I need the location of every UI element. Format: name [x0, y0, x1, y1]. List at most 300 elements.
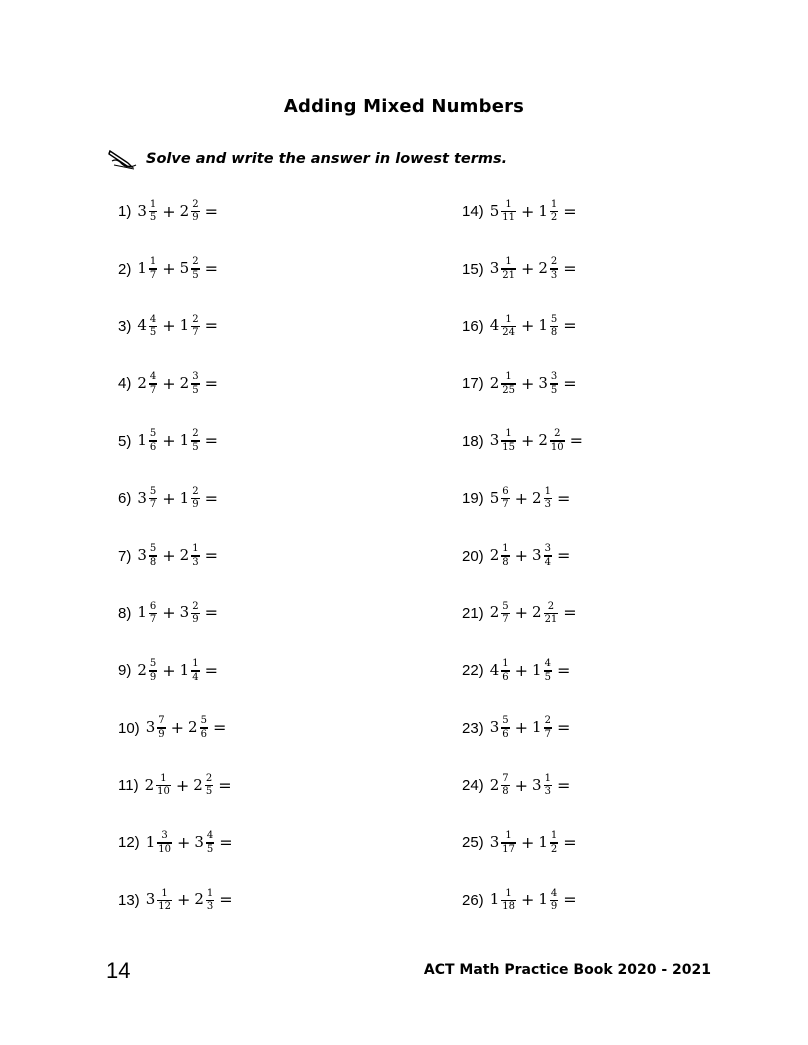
mixed-number [180, 544, 201, 568]
fraction [544, 487, 552, 511]
problem-number: 18) [462, 432, 484, 450]
numerator: 5 [502, 600, 509, 612]
denominator: 9 [149, 671, 157, 683]
numerator: 1 [505, 313, 512, 325]
denominator: 7 [149, 499, 157, 511]
denominator: 5 [192, 442, 199, 454]
fraction [501, 889, 516, 913]
mixed-number [188, 716, 209, 740]
mixed-number [145, 774, 172, 798]
numerator: 3 [192, 371, 199, 383]
fraction [550, 889, 558, 913]
mixed-number [146, 831, 173, 855]
whole-number: 3 [137, 488, 147, 507]
plus-sign: + [514, 546, 529, 566]
equals-sign: = [563, 832, 577, 852]
problem-column-left [118, 183, 318, 929]
fraction [501, 200, 516, 224]
problem-number: 25) [462, 834, 484, 852]
numerator: 5 [149, 543, 157, 555]
equals-sign: = [212, 718, 227, 738]
plus-sign: + [162, 603, 176, 623]
mixed-number [538, 429, 565, 453]
fraction [191, 659, 199, 683]
mixed-number [137, 659, 158, 683]
whole-number: 2 [137, 373, 147, 392]
fraction [501, 315, 516, 339]
whole-number: 3 [179, 603, 190, 622]
mixed-number [490, 372, 517, 396]
fraction [550, 315, 558, 339]
numerator: 6 [502, 485, 509, 497]
problem-number: 7) [118, 547, 132, 565]
whole-number: 1 [532, 718, 542, 737]
denominator: 4 [192, 671, 199, 683]
whole-number: 3 [489, 718, 500, 737]
denominator: 8 [502, 786, 509, 798]
numerator: 1 [505, 428, 512, 440]
equals-sign: = [218, 775, 232, 795]
fraction [149, 315, 157, 339]
whole-number: 1 [137, 603, 147, 622]
fraction [544, 659, 552, 683]
problem-number: 21) [462, 604, 484, 622]
numerator: 1 [149, 198, 157, 210]
equals-sign: = [563, 373, 577, 393]
instructions [108, 147, 507, 171]
numerator: 7 [158, 715, 165, 727]
problem-number: 16) [462, 317, 484, 335]
denominator: 6 [502, 729, 509, 740]
mixed-number [532, 544, 553, 568]
problem-number: 24) [462, 777, 484, 795]
plus-sign: + [176, 832, 191, 852]
fraction [544, 602, 559, 626]
mixed-number [532, 602, 559, 626]
plus-sign: + [520, 316, 535, 336]
plus-sign: + [162, 259, 176, 279]
problem-number: 15) [462, 260, 484, 278]
whole-number: 2 [538, 259, 548, 278]
equals-sign: = [204, 603, 218, 623]
denominator: 3 [544, 499, 551, 511]
mixed-number [490, 315, 517, 339]
fraction [501, 487, 509, 511]
mixed-number [193, 774, 214, 798]
denominator: 18 [502, 901, 515, 913]
problem [118, 355, 318, 412]
whole-number: 1 [538, 201, 548, 220]
denominator: 2 [550, 843, 558, 855]
equals-sign: = [204, 660, 218, 680]
denominator: 10 [550, 442, 564, 454]
mixed-number [194, 831, 215, 855]
fraction [191, 544, 199, 568]
mixed-number [180, 315, 201, 339]
whole-number: 1 [538, 832, 548, 851]
numerator: 5 [502, 715, 509, 727]
plus-sign: + [520, 832, 535, 852]
denominator: 4 [544, 556, 551, 568]
fraction [550, 831, 558, 855]
fraction [501, 602, 509, 626]
equals-sign: = [219, 832, 233, 852]
problem [462, 298, 662, 355]
numerator: 2 [205, 772, 213, 784]
numerator: 4 [544, 658, 551, 670]
fraction [205, 774, 213, 798]
equals-sign: = [556, 775, 571, 795]
problem [462, 814, 662, 871]
denominator: 8 [550, 327, 558, 339]
denominator: 25 [502, 384, 515, 396]
numerator: 1 [550, 198, 558, 210]
equals-sign: = [204, 373, 218, 393]
mixed-number [180, 257, 201, 281]
whole-number: 1 [137, 259, 147, 278]
problem-number: 2) [118, 260, 132, 278]
numerator: 1 [502, 543, 509, 555]
problem [118, 642, 318, 699]
fraction [544, 774, 552, 798]
problem [118, 413, 318, 470]
whole-number: 3 [137, 201, 147, 220]
plus-sign: + [176, 890, 191, 910]
whole-number: 2 [194, 890, 204, 909]
numerator: 1 [505, 830, 512, 842]
equals-sign: = [569, 431, 584, 451]
problem-column-right [462, 183, 662, 929]
numerator: 1 [502, 658, 509, 670]
problem [462, 700, 662, 757]
plus-sign: + [162, 373, 176, 393]
mixed-number [538, 315, 559, 339]
numerator: 1 [161, 887, 168, 899]
whole-number: 1 [179, 431, 190, 450]
numerator: 2 [192, 256, 199, 268]
equals-sign: = [204, 431, 218, 451]
whole-number: 3 [145, 718, 156, 737]
denominator: 7 [192, 327, 199, 339]
problem-number: 11) [118, 777, 139, 795]
fraction [149, 429, 157, 453]
mixed-number [137, 315, 158, 339]
fraction [501, 372, 516, 396]
book-title: ACT Math Practice Book 2020 - 2021 [423, 962, 711, 978]
whole-number: 2 [489, 775, 500, 794]
whole-number: 2 [188, 718, 198, 737]
fraction [501, 429, 516, 453]
mixed-number [180, 659, 201, 683]
fraction [501, 774, 509, 798]
mixed-number [490, 257, 517, 281]
whole-number: 3 [489, 431, 500, 450]
mixed-number [180, 200, 201, 224]
whole-number: 3 [137, 546, 147, 565]
mixed-number [490, 889, 517, 913]
problem-number: 6) [118, 490, 132, 508]
numerator: 2 [192, 485, 199, 497]
plus-sign: + [514, 718, 529, 738]
denominator: 9 [158, 729, 165, 740]
problem-number: 26) [462, 891, 484, 909]
whole-number: 3 [194, 832, 204, 851]
fraction [206, 889, 214, 913]
plus-sign: + [170, 718, 185, 738]
denominator: 9 [192, 614, 199, 626]
numerator: 5 [149, 485, 157, 497]
numerator: 6 [149, 600, 157, 612]
fraction [191, 429, 199, 453]
denominator: 10 [158, 843, 171, 855]
problem [118, 872, 318, 929]
mixed-number [137, 257, 158, 281]
fraction [149, 487, 157, 511]
numerator: 1 [550, 830, 558, 842]
denominator: 24 [502, 327, 515, 339]
mixed-number [532, 487, 553, 511]
plus-sign: + [520, 259, 535, 279]
problem [462, 240, 662, 297]
numerator: 1 [505, 371, 512, 383]
whole-number: 1 [532, 660, 542, 679]
plus-sign: + [514, 660, 529, 680]
problem-number: 20) [462, 547, 484, 565]
equals-sign: = [204, 259, 218, 279]
problem-number: 10) [118, 719, 140, 737]
mixed-number [490, 831, 517, 855]
instruction-text: Solve and write the answer in lowest terms. [146, 151, 508, 167]
denominator: 7 [544, 729, 551, 740]
equals-sign: = [563, 201, 577, 221]
plus-sign: + [162, 660, 176, 680]
plus-sign: + [520, 431, 535, 451]
page-title: Adding Mixed Numbers [283, 96, 525, 117]
numerator: 1 [544, 772, 551, 784]
whole-number: 2 [489, 373, 500, 392]
numerator: 2 [192, 428, 199, 440]
whole-number: 5 [489, 488, 500, 507]
denominator: 8 [502, 556, 509, 568]
equals-sign: = [556, 718, 571, 738]
whole-number: 3 [145, 890, 156, 909]
problem [118, 298, 318, 355]
numerator: 2 [192, 313, 199, 325]
mixed-number [532, 716, 553, 740]
denominator: 12 [158, 901, 171, 913]
mixed-number [532, 774, 553, 798]
mixed-number [538, 889, 559, 913]
mixed-number [137, 429, 158, 453]
whole-number: 1 [179, 316, 190, 335]
problem [462, 413, 662, 470]
denominator: 5 [544, 671, 551, 683]
denominator: 7 [502, 614, 509, 626]
problem [118, 527, 318, 584]
numerator: 5 [550, 313, 558, 325]
denominator: 5 [205, 786, 213, 798]
problem [118, 585, 318, 642]
problem [462, 585, 662, 642]
problem [462, 355, 662, 412]
problem [462, 757, 662, 814]
problem [462, 642, 662, 699]
numerator: 1 [505, 887, 512, 899]
whole-number: 1 [137, 431, 147, 450]
equals-sign: = [563, 603, 577, 623]
pencil-icon [108, 147, 138, 171]
numerator: 2 [192, 198, 199, 210]
fraction [156, 774, 171, 798]
whole-number: 2 [179, 373, 190, 392]
problem-number: 13) [118, 891, 140, 909]
mixed-number [490, 429, 517, 453]
denominator: 3 [206, 901, 214, 913]
equals-sign: = [204, 201, 218, 221]
fraction [501, 659, 509, 683]
denominator: 5 [550, 384, 558, 396]
whole-number: 2 [144, 775, 155, 794]
problem [118, 183, 318, 240]
mixed-number [137, 487, 158, 511]
denominator: 3 [544, 786, 551, 798]
numerator: 2 [547, 600, 555, 612]
whole-number: 2 [179, 546, 190, 565]
mixed-number [137, 602, 158, 626]
fraction [191, 315, 199, 339]
fraction [149, 659, 157, 683]
whole-number: 3 [532, 775, 542, 794]
denominator: 8 [149, 556, 157, 568]
plus-sign: + [520, 201, 535, 221]
problem [118, 240, 318, 297]
equals-sign: = [556, 488, 571, 508]
numerator: 1 [206, 887, 214, 899]
denominator: 6 [502, 671, 509, 683]
denominator: 5 [149, 327, 157, 339]
denominator: 21 [544, 614, 558, 626]
fraction [200, 716, 208, 740]
equals-sign: = [563, 316, 577, 336]
whole-number: 4 [489, 316, 500, 335]
mixed-number [490, 602, 511, 626]
mixed-number [180, 487, 201, 511]
fraction [149, 200, 157, 224]
equals-sign: = [204, 488, 218, 508]
mixed-number [137, 544, 158, 568]
whole-number: 1 [179, 488, 190, 507]
fraction [191, 602, 199, 626]
plus-sign: + [514, 775, 529, 795]
numerator: 3 [544, 543, 551, 555]
mixed-number [194, 889, 215, 913]
fraction [544, 716, 552, 740]
numerator: 1 [192, 658, 199, 670]
numerator: 5 [149, 428, 157, 440]
denominator: 7 [149, 269, 157, 281]
plus-sign: + [162, 316, 176, 336]
page-number: 14 [106, 958, 131, 983]
problem-number: 19) [462, 490, 484, 508]
fraction [550, 200, 558, 224]
fraction [501, 716, 509, 740]
whole-number: 5 [179, 259, 190, 278]
plus-sign: + [514, 488, 529, 508]
numerator: 1 [505, 256, 512, 268]
whole-number: 2 [179, 201, 190, 220]
denominator: 2 [550, 212, 558, 224]
mixed-number [137, 372, 158, 396]
numerator: 5 [149, 658, 157, 670]
equals-sign: = [556, 546, 571, 566]
denominator: 11 [502, 212, 515, 224]
whole-number: 2 [538, 431, 548, 450]
fraction [149, 257, 157, 281]
numerator: 4 [149, 313, 157, 325]
fraction [550, 429, 565, 453]
numerator: 2 [544, 715, 551, 727]
fraction [191, 200, 199, 224]
fraction [191, 372, 199, 396]
problem [118, 470, 318, 527]
mixed-number [490, 200, 517, 224]
whole-number: 1 [489, 890, 500, 909]
problem [462, 527, 662, 584]
numerator: 2 [192, 600, 199, 612]
denominator: 5 [149, 212, 157, 224]
plus-sign: + [520, 373, 535, 393]
denominator: 7 [502, 499, 509, 511]
fraction [501, 831, 516, 855]
mixed-number [490, 659, 511, 683]
whole-number: 2 [532, 488, 542, 507]
equals-sign: = [563, 890, 577, 910]
mixed-number [180, 602, 201, 626]
fraction [149, 602, 157, 626]
fraction [191, 487, 199, 511]
mixed-number [490, 544, 511, 568]
fraction [544, 544, 552, 568]
numerator: 2 [554, 428, 561, 440]
fraction [157, 831, 172, 855]
problem [462, 183, 662, 240]
plus-sign: + [520, 890, 535, 910]
denominator: 7 [149, 614, 157, 626]
problem [118, 814, 318, 871]
fraction [149, 544, 157, 568]
whole-number: 3 [538, 373, 548, 392]
numerator: 4 [206, 830, 214, 842]
numerator: 3 [550, 371, 558, 383]
mixed-number [532, 659, 553, 683]
fraction [149, 372, 157, 396]
denominator: 7 [149, 384, 157, 396]
fraction [206, 831, 214, 855]
fraction [157, 889, 172, 913]
denominator: 9 [192, 212, 199, 224]
numerator: 1 [505, 198, 512, 210]
problem-number: 22) [462, 662, 484, 680]
whole-number: 2 [532, 603, 542, 622]
whole-number: 4 [137, 316, 147, 335]
denominator: 5 [206, 843, 214, 855]
denominator: 21 [502, 269, 515, 281]
mixed-number [538, 831, 559, 855]
whole-number: 1 [145, 832, 156, 851]
denominator: 6 [149, 442, 157, 454]
mixed-number [538, 257, 559, 281]
whole-number: 3 [489, 259, 500, 278]
